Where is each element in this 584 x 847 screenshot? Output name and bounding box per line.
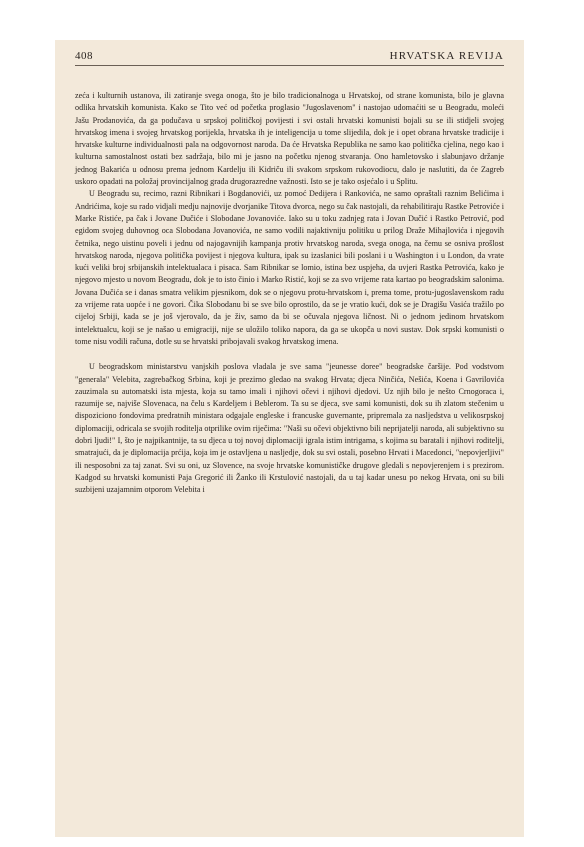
paragraph-1: zeća i kulturnih ustanova, ili zatiranje svega onoga, što je bilo tradicionalnoga u Hrvatskoj, od strane komunista, bilo je glavna odlika hrvatskih komunista. Kako se Tito već od početka proglasio "Jugoslavenom" i nastojao udomaćiti se u Beogradu, moleći Jašu Prodanovića, da ga podučava u srpskoj političkoj povijesti i svi ostali hrvatski komunisti bojali su se ili stidjeli svojeg hrvatskog imena i svojeg hrvatskog porijekla, hrvatska ih je inteligencija u tome slijedila, dok je i opet obrana hrvatske tradicije i hrvatske kulturne individualnosti pala na odgovornost naroda. Da će Hrvatska Republika ne samo kao politička cjelina, nego kao i kulturna samostalnost ostati bez sadržaja, bilo mi je jasno na početku njenog stvaranja. Ono hamletovsko i slabunjavo držanje jednog Bakarića u odnosu prema jednom Kardelju ili Kidriču ili svakom srpskom rukovodiocu, dalo je naslutiti, da će Zagreb uskoro opadati na položaj provincijalnog grada drugorazredne važnosti. Isto se je tako osjećalo i u Splitu. <box>75 91 504 187</box>
journal-title: HRVATSKA REVIJA <box>389 50 504 62</box>
paragraph-3: U beogradskom ministarstvu vanjskih poslova vladala je sve sama "jeunesse doree" beogradske čaršije. Pod vodstvom "generala" Velebita, zagrebačkog Srbina, koji je prezirno gledao na svakog Hrvata; djeca Ninčića, Nešića, Koena i Gavrilovića zauzimala su automatski ista mjesta, koja su tamo imali i njihovi očevi i njihovi djedovi. Uz njih bilo je nešto Crnogoraca i, razumije se, najviše Slovenaca, na čelu s Kardeljem i Beblerom. Ta su se djeca, sve sami komunisti, dok su ih zlatom stečenim u dispoziciono fondovima predratnih ministara odgajale engleske i francuske guvernante, pripremala za nasljedstva u velikosrpskoj diplomaciji, odricala se svojih roditelja otprilike ovim riječima: "Naši su očevi objektivno bili neprijatelji naroda, ali subjektivno su dobri ljudi!" I, što je najpikantnije, ta su djeca u toj novoj diplomaciji igrala istim intrigama, s kojima su baratali i njihovi roditelji, smatrajući, da je diplomacija prćija, koja im je ostavljena u nasljedje, dok su svi ostali, posebno Hrvati i Macedonci, "nepovjerljivi" ili nesposobni za taj zanat. Svi su oni, uz Slovence, na svoje hrvatske komunističke drugove gledali s nepovjerenjem i s prezirom. Kadgod su hrvatski komunisti Paja Gregorić ili Žanko ili Krstulović nastojali, da u taj kadar unesu po nekog Hrvata, oni su bili suzbijeni uzajamnim otporom Velebita i <box>75 362 504 495</box>
body-text <box>75 90 504 497</box>
page-number: 408 <box>75 50 93 62</box>
journal-page <box>55 40 524 837</box>
running-header <box>75 50 504 66</box>
paragraph-2: U Beogradu su, recimo, razni Ribnikari i Bogdanovići, uz pomoć Dedijera i Rankovića, ne samo opraštali raznim Belićima i Andrićima, koje su rado vidjali medju najnovije dvorjanike Titova dvorca, nego su čak nastojali, da rehabilitiraju Rastke Petroviće i Marke Ristiće, pa čak i Jovane Dučiće i Slobodane Jovanoviće. Iako su u toku zadnjeg rata i Jovan Dučić i Rastko Petrović, pod egidom svojeg duhovnog oca Slobodana Jovanovića, ne samo vodili najaktivniju politiku u prilog Draže Mihajlovića i njegovih četnika, nego uistinu poveli i jednu od najogavnijih kampanja protiv hrvatskog naroda, svega onoga, na čemu se osniva prošlost hrvatskog naroda, njegova politička povijest i njegova kultura, ipak su izaslanici bili poslani i u Washington i u London, da vrate kući veliki broj srbijanskih intelektualaca i pisaca. Sam Ribnikar se lomio, istina bez uspjeha, da uvjeri Rastka Petrovića, kako je njegovo mjesto u novom Beogradu, dok je to isto činio i Marko Ristić, koji se za svo vrijeme rata kartao po beogradskim salonima. Jovana Dučića se i danas smatra velikim pjesnikom, dok se o njegovu protu-hrvatskom i, prema tome, protu-jugoslavenskom radu za vrijeme rata uopće i ne govori. Čika Slobodanu bi se sve bilo oprostilo, da se je vratio kući, dok se je Dragišu Vasića tražilo po cijeloj Srbiji, kada se je još vjerovalo, da je živ, samo da bi se očuvala njegova ličnost. Ni o jednom jedinom hrvatskom intelektualcu, koji se je našao u emigraciji, nije se uložilo toliko napora, da ga se ukopča u novi sustav. Dok srpski komunisti o tome nisu vodili računa, dotle su se hrvatski pribojavali svakog hrvatskog imena. <box>75 189 504 346</box>
